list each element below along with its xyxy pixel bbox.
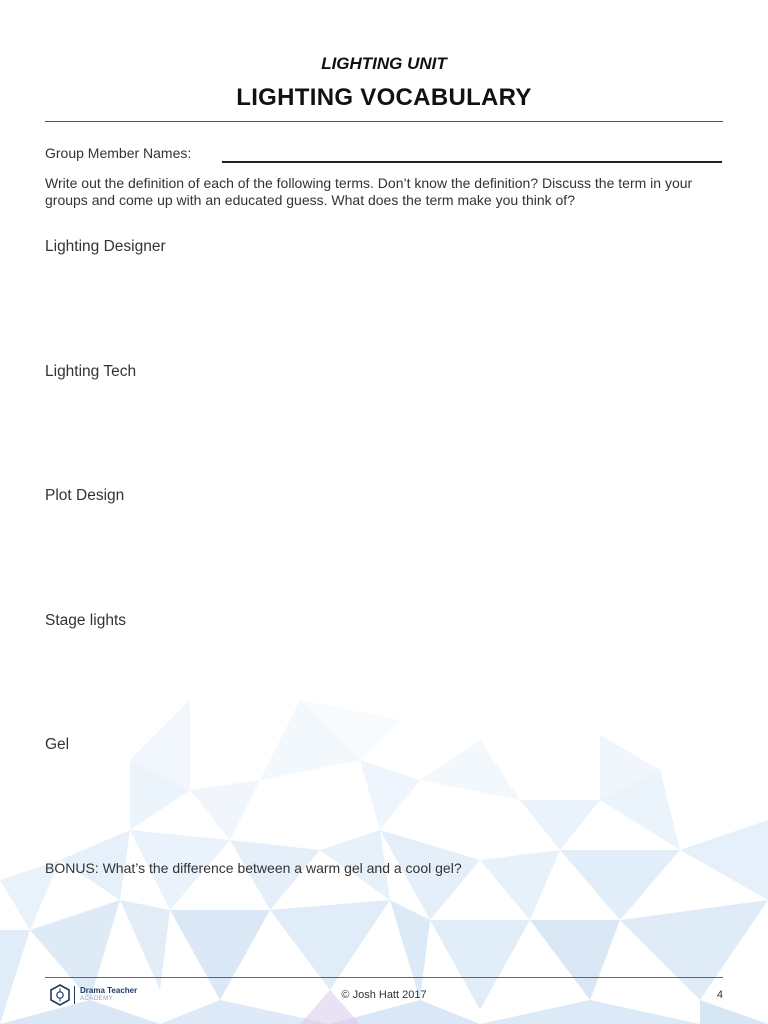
page-number: 4 bbox=[716, 989, 723, 1001]
unit-subtitle: LIGHTING UNIT bbox=[321, 54, 447, 73]
term-plot-design: Plot Design bbox=[45, 487, 125, 504]
page-title: LIGHTING VOCABULARY bbox=[236, 84, 532, 111]
instructions-text: Write out the definition of each of the following terms. Don’t know the definition? Discuss the term in your groups and come up with an educated guess. What does the term make you think of? bbox=[45, 175, 693, 208]
group-names-field[interactable] bbox=[222, 161, 722, 163]
term-stage-lights: Stage lights bbox=[45, 612, 126, 629]
header-divider bbox=[45, 121, 723, 122]
bonus-question: BONUS: What’s the difference between a warm gel and a cool gel? bbox=[45, 860, 462, 876]
term-lighting-designer: Lighting Designer bbox=[45, 238, 166, 255]
logo-name: Drama Teacher bbox=[80, 986, 138, 995]
footer-divider bbox=[45, 977, 723, 978]
term-gel: Gel bbox=[45, 736, 70, 753]
copyright-notice: © Josh Hatt 2017 bbox=[341, 989, 427, 1001]
group-names-label: Group Member Names: bbox=[45, 145, 192, 161]
term-lighting-tech: Lighting Tech bbox=[45, 363, 137, 380]
logo-subtitle: ACADEMY bbox=[80, 996, 114, 1002]
